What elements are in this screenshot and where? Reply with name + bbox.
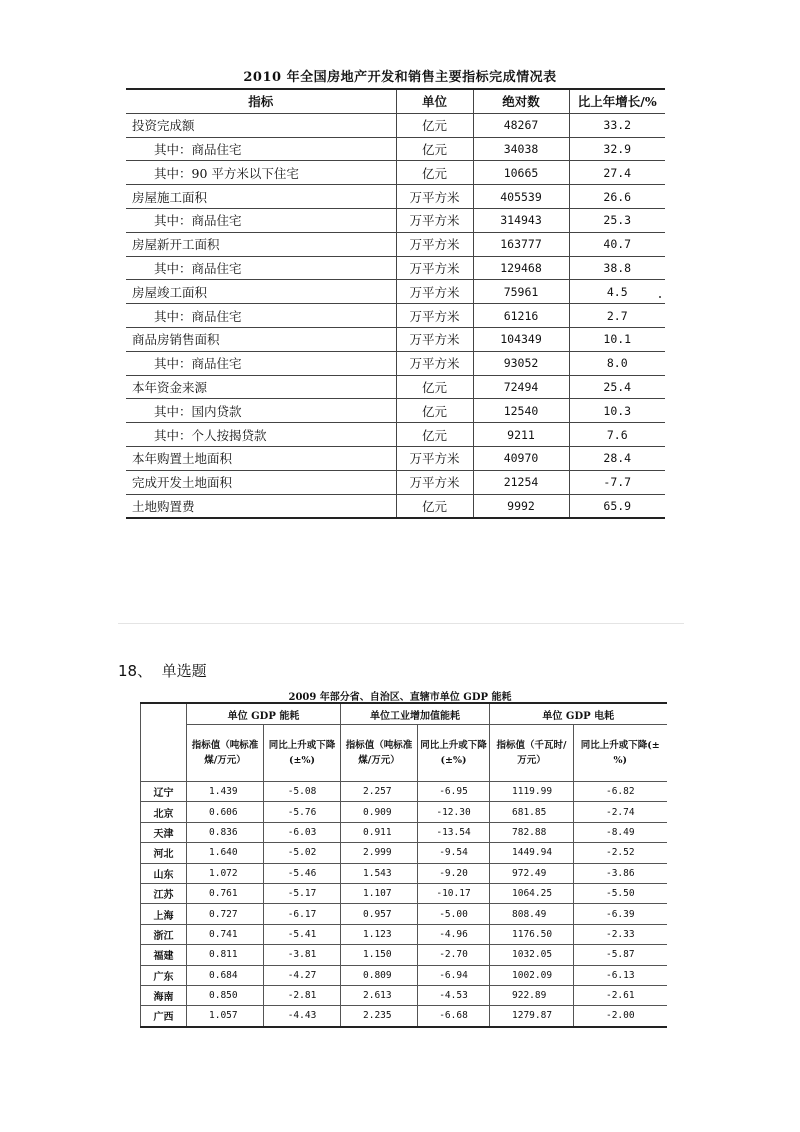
indicator-value-cell: 0.684 — [187, 965, 264, 985]
unit-cell: 万平方米 — [396, 304, 473, 328]
indicator-value-cell: 0.809 — [341, 965, 418, 985]
question-heading — [118, 660, 207, 681]
province-cell: 北京 — [141, 802, 187, 822]
change-cell: -9.54 — [418, 843, 490, 863]
energy-consumption-table — [140, 702, 667, 1028]
table2-subheader: 指标值（千瓦时/万元） — [490, 725, 574, 782]
indicator-value-cell: 1002.09 — [490, 965, 574, 985]
table2-subheader: 同比上升或下降(±%) — [574, 725, 667, 782]
unit-cell: 亿元 — [396, 375, 473, 399]
change-cell: -9.20 — [418, 863, 490, 883]
indicator-cell: 商品房销售面积 — [126, 327, 396, 351]
table1-title: 2010 年全国房地产开发和销售主要指标完成情况表 — [243, 70, 557, 85]
unit-cell: 亿元 — [396, 423, 473, 447]
value-cell: 61216 — [473, 304, 569, 328]
indicator-value-cell: 1.439 — [187, 782, 264, 802]
unit-cell: 亿元 — [396, 494, 473, 518]
unit-cell: 亿元 — [396, 161, 473, 185]
indicator-value-cell: 0.850 — [187, 985, 264, 1005]
change-cell: 65.9 — [569, 494, 665, 518]
change-cell: 7.6 — [569, 423, 665, 447]
province-cell: 浙江 — [141, 924, 187, 944]
table-row — [126, 494, 665, 518]
indicator-cell: 本年资金来源 — [126, 375, 396, 399]
unit-cell: 万平方米 — [396, 185, 473, 209]
indicator-value-cell: 2.999 — [341, 843, 418, 863]
value-cell: 75961 — [473, 280, 569, 304]
table-row — [126, 137, 665, 161]
indicator-value-cell: 1.072 — [187, 863, 264, 883]
indicator-cell: 其中：商品住宅 — [126, 256, 396, 280]
indicator-value-cell: 2.257 — [341, 782, 418, 802]
table-row — [126, 185, 665, 209]
indicator-value-cell: 1.107 — [341, 883, 418, 903]
indicator-cell: 土地购置费 — [126, 494, 396, 518]
table-row — [141, 904, 667, 924]
table-row — [126, 161, 665, 185]
change-cell: 4.5 — [569, 280, 665, 304]
table-row — [126, 375, 665, 399]
value-cell: 48267 — [473, 113, 569, 137]
unit-cell: 万平方米 — [396, 470, 473, 494]
indicator-value-cell: 0.957 — [341, 904, 418, 924]
table2-sub-header-row — [141, 725, 667, 782]
change-cell: -6.17 — [264, 904, 341, 924]
indicator-value-cell: 1449.94 — [490, 843, 574, 863]
table-row — [141, 843, 667, 863]
indicator-value-cell: 1.640 — [187, 843, 264, 863]
table-row — [126, 351, 665, 375]
table2-title: 2009 年部分省、自治区、直辖市单位 GDP 能耗 — [288, 692, 512, 703]
indicator-value-cell: 0.909 — [341, 802, 418, 822]
change-cell: -6.03 — [264, 822, 341, 842]
change-cell: -12.30 — [418, 802, 490, 822]
table-row — [141, 924, 667, 944]
table1-header-value: 绝对数 — [473, 89, 569, 113]
change-cell: -5.41 — [264, 924, 341, 944]
value-cell: 405539 — [473, 185, 569, 209]
unit-cell: 万平方米 — [396, 232, 473, 256]
indicator-value-cell: 1279.87 — [490, 1006, 574, 1027]
question-number: 18 — [118, 662, 138, 680]
table2-subheader: 同比上升或下降(±%) — [264, 725, 341, 782]
table2-group-gdp-energy: 单位 GDP 能耗 — [187, 703, 341, 725]
change-cell: -3.81 — [264, 945, 341, 965]
change-cell: 32.9 — [569, 137, 665, 161]
unit-cell: 万平方米 — [396, 280, 473, 304]
table2-group-industrial-energy: 单位工业增加值能耗 — [341, 703, 490, 725]
table-row — [126, 208, 665, 232]
change-cell: -4.43 — [264, 1006, 341, 1027]
province-cell: 广东 — [141, 965, 187, 985]
change-cell: 38.8 — [569, 256, 665, 280]
province-cell: 广西 — [141, 1006, 187, 1027]
table-row — [126, 256, 665, 280]
change-cell: 26.6 — [569, 185, 665, 209]
change-cell: -5.46 — [264, 863, 341, 883]
indicator-cell: 房屋施工面积 — [126, 185, 396, 209]
table-row — [126, 423, 665, 447]
indicator-cell: 投资完成额 — [126, 113, 396, 137]
indicator-value-cell: 1.543 — [341, 863, 418, 883]
table1-header-change: 比上年增长/% — [569, 89, 665, 113]
change-cell: -2.33 — [574, 924, 667, 944]
change-cell: -2.61 — [574, 985, 667, 1005]
indicator-value-cell: 681.85 — [490, 802, 574, 822]
change-cell: 28.4 — [569, 446, 665, 470]
value-cell: 12540 — [473, 399, 569, 423]
unit-cell: 亿元 — [396, 113, 473, 137]
indicator-value-cell: 922.89 — [490, 985, 574, 1005]
indicator-value-cell: 1176.50 — [490, 924, 574, 944]
value-cell: 9211 — [473, 423, 569, 447]
change-cell: -6.94 — [418, 965, 490, 985]
change-cell: -7.7 — [569, 470, 665, 494]
table2-subheader: 同比上升或下降(±%) — [418, 725, 490, 782]
unit-cell: 万平方米 — [396, 446, 473, 470]
table-row — [126, 304, 665, 328]
indicator-cell: 其中：商品住宅 — [126, 304, 396, 328]
indicator-cell: 其中：商品住宅 — [126, 351, 396, 375]
table-row — [141, 822, 667, 842]
indicator-value-cell: 1119.99 — [490, 782, 574, 802]
indicator-value-cell: 0.606 — [187, 802, 264, 822]
table-row — [141, 883, 667, 903]
table-row — [141, 945, 667, 965]
indicator-value-cell: 808.49 — [490, 904, 574, 924]
change-cell: 25.4 — [569, 375, 665, 399]
table-row — [126, 113, 665, 137]
indicator-cell: 其中：个人按揭贷款 — [126, 423, 396, 447]
province-cell: 山东 — [141, 863, 187, 883]
table1-header-unit: 单位 — [396, 89, 473, 113]
table-row — [126, 446, 665, 470]
question-type: 单选题 — [161, 662, 207, 680]
indicator-value-cell: 0.761 — [187, 883, 264, 903]
province-cell: 福建 — [141, 945, 187, 965]
change-cell: -3.86 — [574, 863, 667, 883]
table2-subheader: 指标值（吨标准煤/万元） — [341, 725, 418, 782]
table2-province-header — [141, 703, 187, 782]
change-cell: -6.82 — [574, 782, 667, 802]
change-cell: 10.1 — [569, 327, 665, 351]
change-cell: -6.68 — [418, 1006, 490, 1027]
indicator-cell: 本年购置土地面积 — [126, 446, 396, 470]
indicator-value-cell: 1064.25 — [490, 883, 574, 903]
table2-group-header-row — [141, 703, 667, 725]
indicator-value-cell: 1.123 — [341, 924, 418, 944]
indicator-value-cell: 0.811 — [187, 945, 264, 965]
indicator-cell: 其中：商品住宅 — [126, 208, 396, 232]
province-cell: 江苏 — [141, 883, 187, 903]
change-cell: 25.3 — [569, 208, 665, 232]
value-cell: 40970 — [473, 446, 569, 470]
change-cell: -5.08 — [264, 782, 341, 802]
table1-header-indicator: 指标 — [126, 89, 396, 113]
table-row — [141, 863, 667, 883]
value-cell: 93052 — [473, 351, 569, 375]
table-row — [126, 399, 665, 423]
province-cell: 辽宁 — [141, 782, 187, 802]
question-separator: 、 — [137, 662, 153, 680]
table-row — [141, 802, 667, 822]
indicator-cell: 其中：90 平方米以下住宅 — [126, 161, 396, 185]
change-cell: -4.53 — [418, 985, 490, 1005]
change-cell: -6.13 — [574, 965, 667, 985]
unit-cell: 亿元 — [396, 137, 473, 161]
indicator-value-cell: 2.235 — [341, 1006, 418, 1027]
change-cell: -10.17 — [418, 883, 490, 903]
change-cell: -2.52 — [574, 843, 667, 863]
indicator-value-cell: 0.727 — [187, 904, 264, 924]
indicator-value-cell: 972.49 — [490, 863, 574, 883]
change-cell: -2.70 — [418, 945, 490, 965]
value-cell: 129468 — [473, 256, 569, 280]
value-cell: 72494 — [473, 375, 569, 399]
table-row — [141, 985, 667, 1005]
section-divider — [118, 623, 684, 624]
change-cell: 2.7 — [569, 304, 665, 328]
unit-cell: 万平方米 — [396, 208, 473, 232]
indicator-value-cell: 0.836 — [187, 822, 264, 842]
table2-group-gdp-electricity: 单位 GDP 电耗 — [490, 703, 667, 725]
indicator-value-cell: 0.911 — [341, 822, 418, 842]
table-row — [126, 280, 665, 304]
table2-subheader: 指标值（吨标准煤/万元） — [187, 725, 264, 782]
change-cell: -5.02 — [264, 843, 341, 863]
change-cell: -5.76 — [264, 802, 341, 822]
indicator-value-cell: 0.741 — [187, 924, 264, 944]
province-cell: 上海 — [141, 904, 187, 924]
province-cell: 海南 — [141, 985, 187, 1005]
province-cell: 河北 — [141, 843, 187, 863]
province-cell: 天津 — [141, 822, 187, 842]
change-cell: -5.00 — [418, 904, 490, 924]
value-cell: 34038 — [473, 137, 569, 161]
indicator-cell: 其中：商品住宅 — [126, 137, 396, 161]
indicator-value-cell: 1.150 — [341, 945, 418, 965]
unit-cell: 亿元 — [396, 399, 473, 423]
indicator-cell: 其中：国内贷款 — [126, 399, 396, 423]
value-cell: 314943 — [473, 208, 569, 232]
change-cell: -5.50 — [574, 883, 667, 903]
real-estate-indicators-table — [126, 88, 665, 519]
change-cell: -6.39 — [574, 904, 667, 924]
change-cell: -4.27 — [264, 965, 341, 985]
indicator-value-cell: 1032.05 — [490, 945, 574, 965]
change-cell: -5.17 — [264, 883, 341, 903]
indicator-value-cell: 782.88 — [490, 822, 574, 842]
indicator-value-cell: 1.057 — [187, 1006, 264, 1027]
change-cell: -2.81 — [264, 985, 341, 1005]
change-cell: 10.3 — [569, 399, 665, 423]
change-cell: -6.95 — [418, 782, 490, 802]
table-row — [126, 470, 665, 494]
unit-cell: 万平方米 — [396, 256, 473, 280]
change-cell: -5.87 — [574, 945, 667, 965]
value-cell: 163777 — [473, 232, 569, 256]
change-cell: 40.7 — [569, 232, 665, 256]
table-row — [126, 232, 665, 256]
indicator-cell: 房屋竣工面积 — [126, 280, 396, 304]
table1-header-row — [126, 89, 665, 113]
change-cell: 33.2 — [569, 113, 665, 137]
change-cell: 27.4 — [569, 161, 665, 185]
change-cell: -4.96 — [418, 924, 490, 944]
change-cell: -2.00 — [574, 1006, 667, 1027]
change-cell: -2.74 — [574, 802, 667, 822]
value-cell: 104349 — [473, 327, 569, 351]
change-cell: -13.54 — [418, 822, 490, 842]
value-cell: 9992 — [473, 494, 569, 518]
unit-cell: 万平方米 — [396, 327, 473, 351]
indicator-cell: 房屋新开工面积 — [126, 232, 396, 256]
change-cell: 8.0 — [569, 351, 665, 375]
value-cell: 10665 — [473, 161, 569, 185]
change-cell: -8.49 — [574, 822, 667, 842]
table-row — [126, 327, 665, 351]
table-row — [141, 782, 667, 802]
value-cell: 21254 — [473, 470, 569, 494]
indicator-value-cell: 2.613 — [341, 985, 418, 1005]
table-row — [141, 1006, 667, 1027]
unit-cell: 万平方米 — [396, 351, 473, 375]
table-row — [141, 965, 667, 985]
indicator-cell: 完成开发土地面积 — [126, 470, 396, 494]
stray-dot — [659, 296, 661, 298]
